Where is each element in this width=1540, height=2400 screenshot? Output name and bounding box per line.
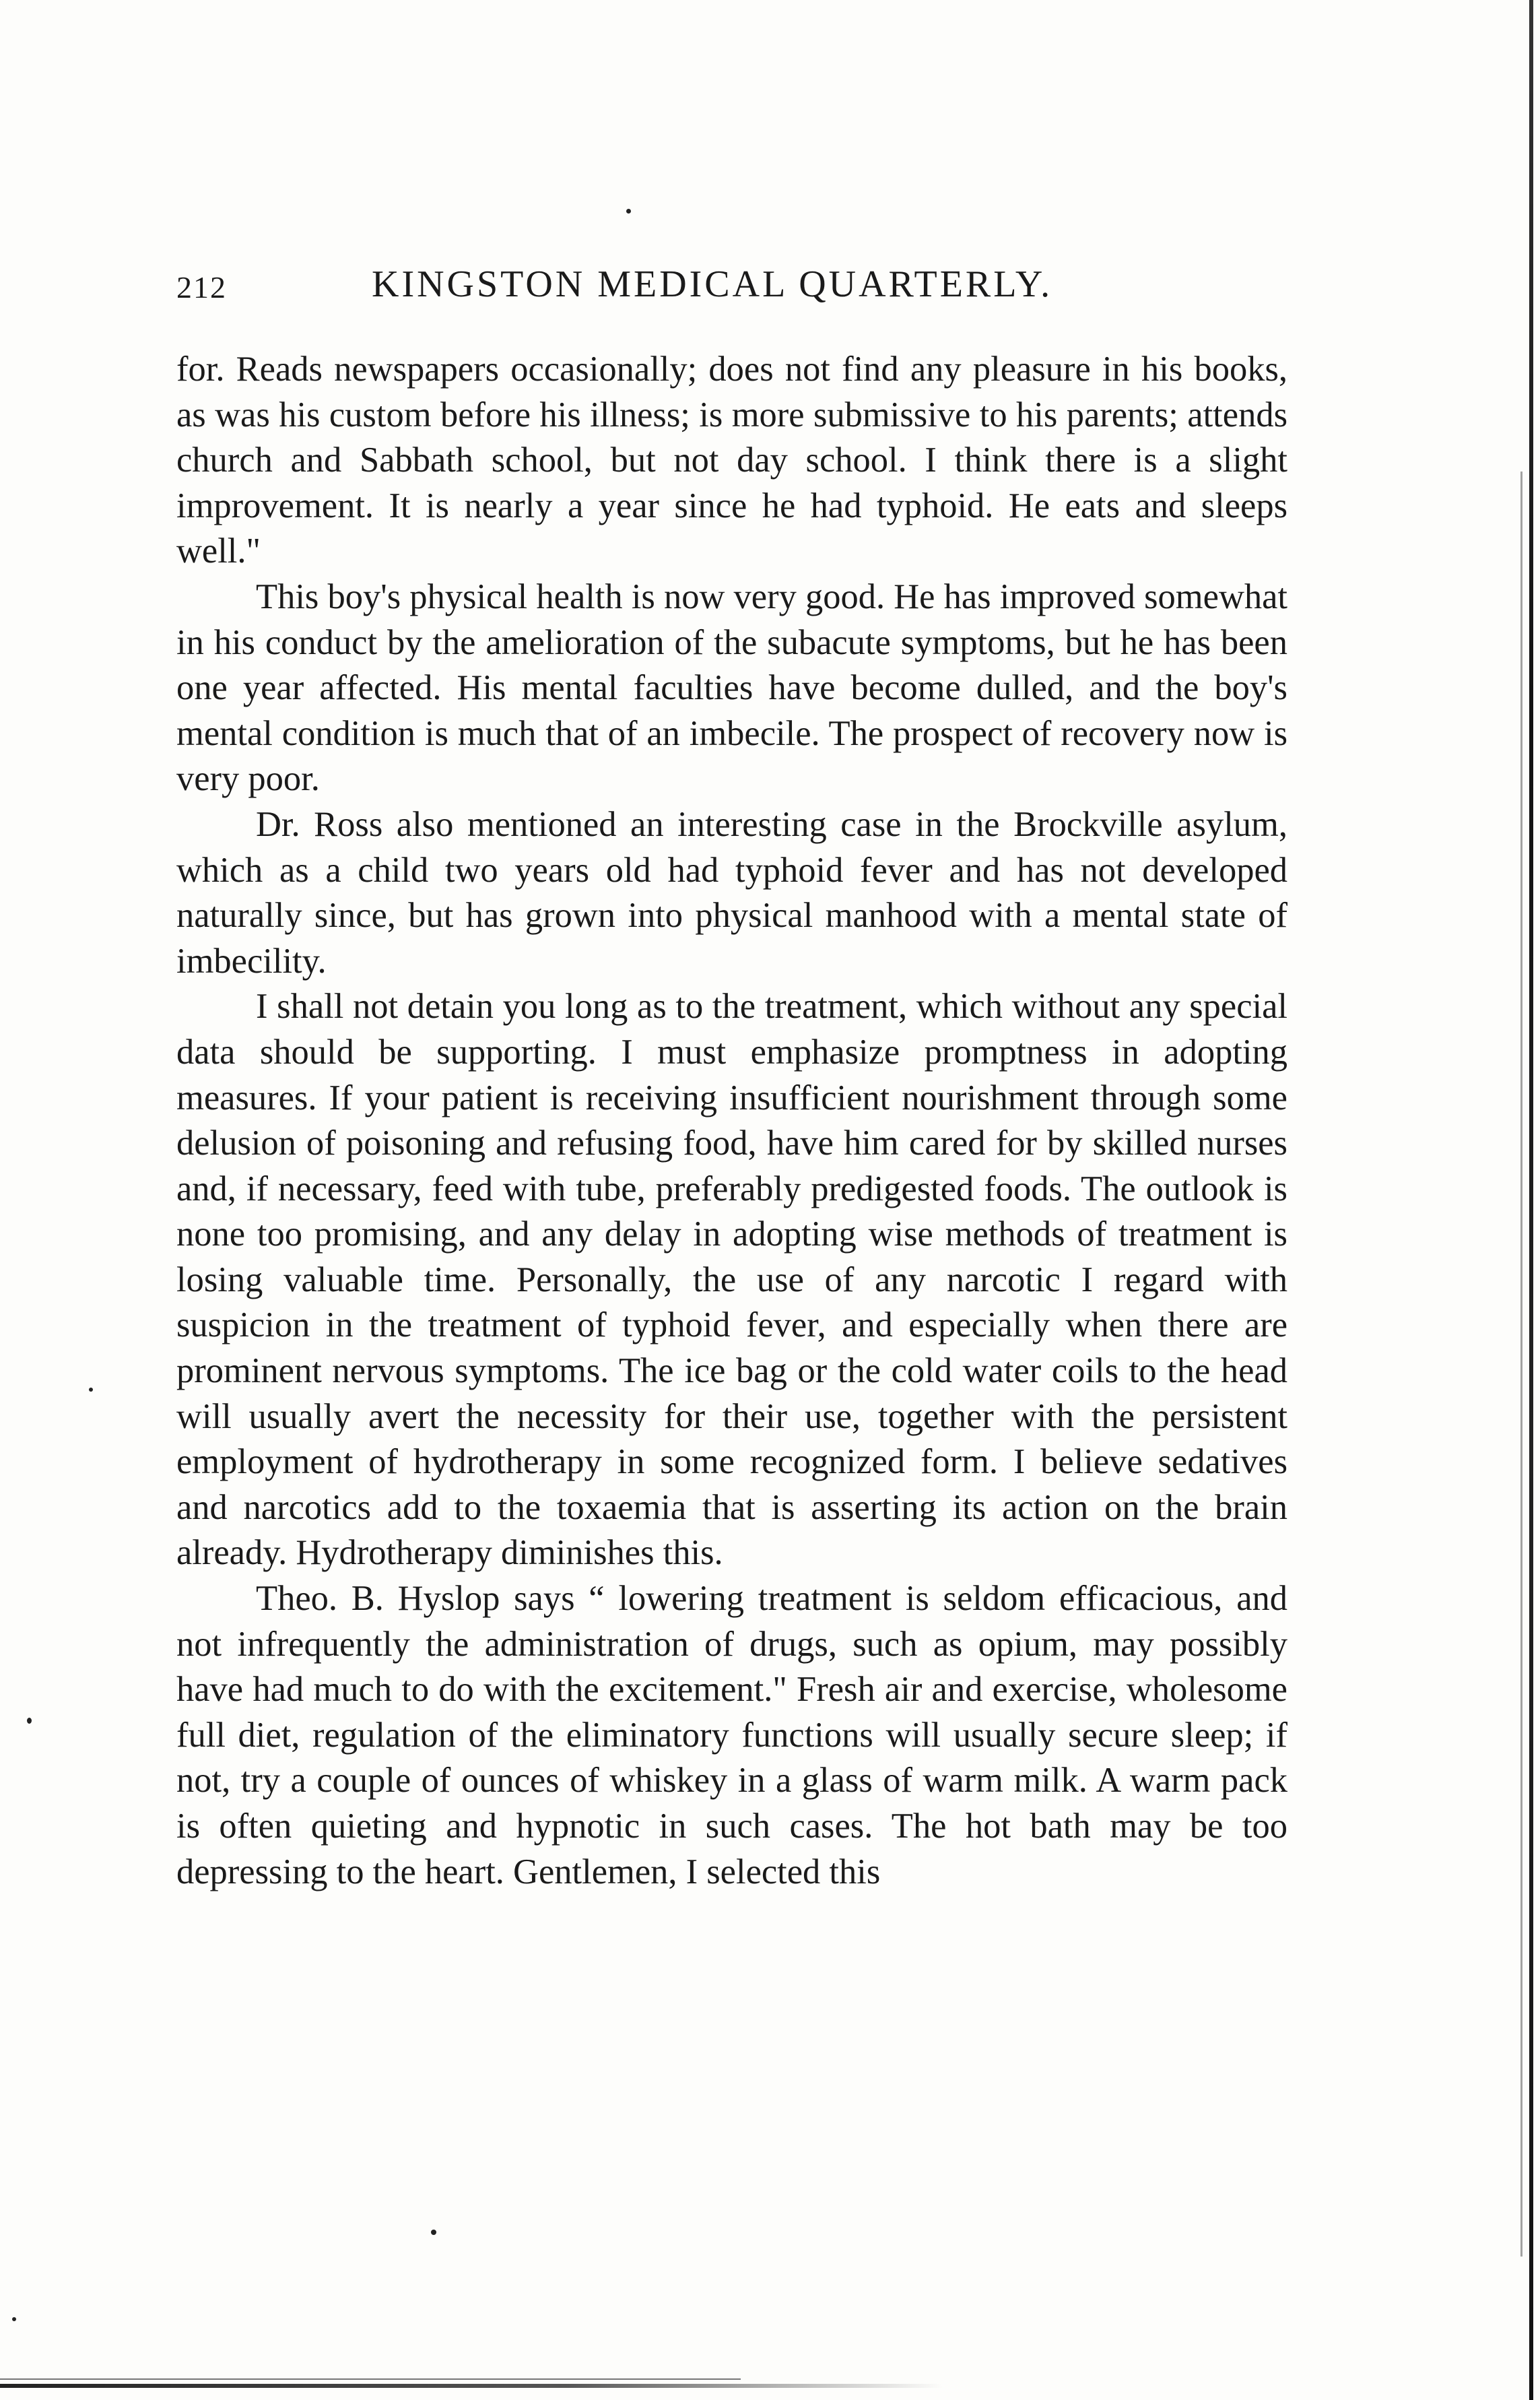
ink-speck [626, 209, 631, 214]
ink-speck [27, 1718, 32, 1724]
ink-speck [12, 2317, 16, 2321]
paragraph: I shall not detain you long as to the treatment, which without any special data should be supporting. I must emphasize promptness in adopting measures. If your patient is receiving insufficient nourishment through some delusion of poisoning and refusing food, have him cared for by skilled nurses and, if necessary, feed with tube, preferably predigested foods. The outlook is none too promising, and any delay in adopting wise methods of treatment is losing valuable time. Personally, the use of any narcotic I regard with suspicion in the treatment of typhoid fever, and especially when there are prominent nervous symptoms. The ice bag or the cold water coils to the head will usually avert the necessity for their use, together with the persistent employment of hydrotherapy in some recognized form. I believe sedatives and narcotics add to the toxaemia that is asserting its action on the brain already. Hydrotherapy diminishes this. [176, 987, 1287, 1573]
page-number: 212 [176, 270, 227, 304]
page-bottom-edge-line [0, 2378, 741, 2380]
body-text [176, 347, 1287, 1895]
ink-speck [431, 2230, 436, 2235]
running-title: KINGSTON MEDICAL QUARTERLY. [372, 263, 1053, 305]
page-bottom-edge [0, 2384, 943, 2388]
page-header [176, 263, 1287, 310]
page-right-edge-shadow [1520, 472, 1522, 2257]
paragraph: Dr. Ross also mentioned an interesting case in the Brockville asylum, which as a child two years old had typhoid fever and has not developed naturally since, but has grown into physical manhood with a mental state of imbecility. [176, 804, 1287, 981]
paragraph-continuation: for. Reads newspapers occasionally; does not find any pleasure in his books, as was his custom before his illness; is more submissive to his parents; attends church and Sabbath school, but not day school. I think there is a slight improvement. It is nearly a year since he had typhoid. He eats and sleeps well." [176, 350, 1287, 571]
paragraph: This boy's physical health is now very good. He has improved somewhat in his conduct by the amelioration of the subacute symptoms, but he has been one year affected. His mental faculties have become dulled, and the boy's mental condition is much that of an imbecile. The prospect of recovery now is very poor. [176, 577, 1287, 799]
page-right-edge [1529, 0, 1533, 2400]
ink-speck [89, 1388, 93, 1392]
paragraph: Theo. B. Hyslop says “ lowering treatment is seldom efficacious, and not infrequently the administration of drugs, such as opium, may possibly have had much to do with the excitement." Fresh air and exercise, wholesome full diet, regulation of the eliminatory functions will usually secure sleep; if not, try a couple of ounces of whiskey in a glass of warm milk. A warm pack is often quieting and hypnotic in such cases. The hot bath may be too depressing to the heart. Gentlemen, I selected this [176, 1579, 1287, 1891]
